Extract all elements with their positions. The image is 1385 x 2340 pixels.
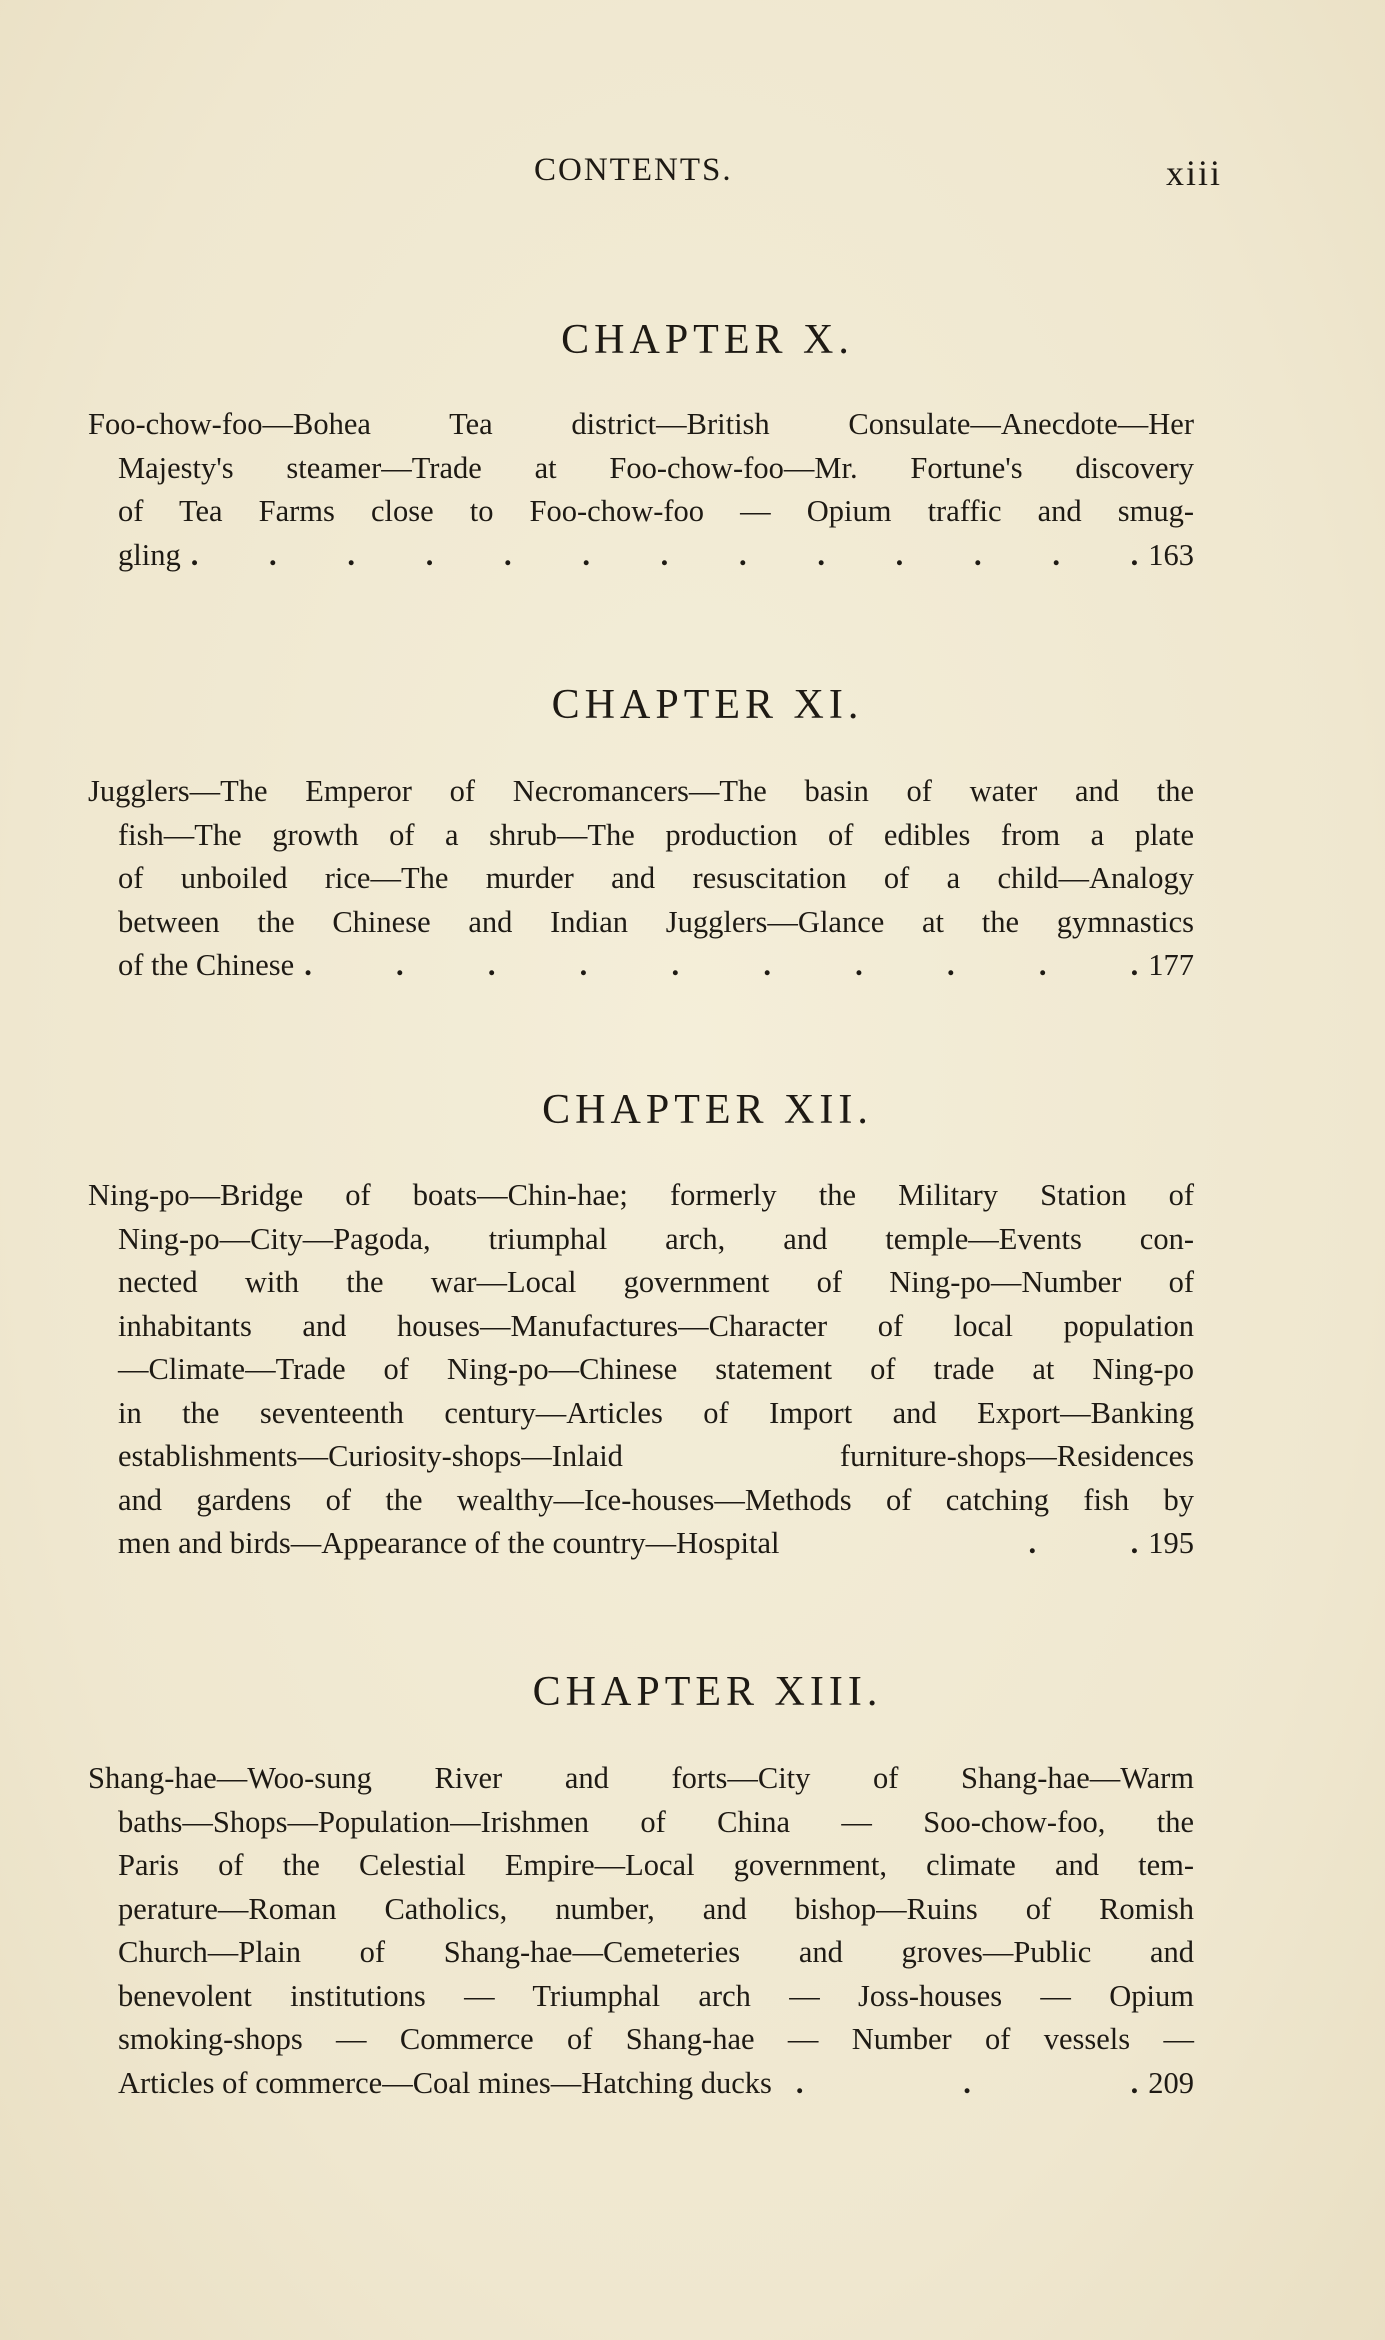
- summary-line: in the seventeenth century—Articles of Import and Export—Banking: [118, 1395, 1194, 1430]
- page-number: 209: [1148, 2065, 1194, 2100]
- running-head-page-number: xiii: [1166, 153, 1223, 193]
- summary-line: gling: [118, 537, 181, 572]
- summary-line: fish—The growth of a shrub—The production of edibles from a plate: [118, 817, 1194, 852]
- summary-line: Ning-po—City—Pagoda, triumphal arch, and temple—Events con-: [118, 1221, 1194, 1256]
- summary-line: baths—Shops—Population—Irishmen of China — Soo-chow-foo, the: [118, 1804, 1194, 1839]
- chapter-heading: CHAPTER XIII.: [532, 1669, 883, 1715]
- page-number: 163: [1148, 537, 1194, 572]
- summary-line: Majesty's steamer—Trade at Foo-chow-foo—Mr. Fortune's discovery: [118, 450, 1194, 485]
- summary-line: of the Chinese: [118, 948, 295, 982]
- dot-leader: . .: [1028, 1526, 1139, 1560]
- running-head-title: CONTENTS.: [534, 152, 733, 188]
- chapter-xiii-summary: [88, 1757, 1194, 2105]
- summary-line: Paris of the Celestial Empire—Local government, climate and tem-: [118, 1848, 1194, 1882]
- summary-line: perature—Roman Catholics, number, and bishop—Ruins of Romish: [118, 1891, 1194, 1926]
- summary-last-line: [88, 944, 1194, 988]
- summary-line: Jugglers—The Emperor of Necromancers—The basin of water and the: [88, 774, 1194, 808]
- chapter-x: [0, 310, 1385, 370]
- chapter-heading: CHAPTER X.: [561, 317, 854, 363]
- chapter-x-summary: [88, 403, 1194, 577]
- summary-line: Church—Plain of Shang-hae—Cemeteries and groves—Public and: [118, 1935, 1194, 1969]
- summary-line: nected with the war—Local government of Ning-po—Number of: [118, 1265, 1194, 1299]
- summary-line: —Climate—Trade of Ning-po—Chinese statement of trade at Ning-po: [118, 1352, 1194, 1386]
- page-number: 195: [1148, 1526, 1194, 1560]
- page-number: 177: [1148, 948, 1194, 982]
- summary-line: benevolent institutions — Triumphal arch — Joss-houses — Opium: [118, 1978, 1194, 2013]
- summary-line: Foo-chow-foo—Bohea Tea district—British Consulate—Anecdote—Her: [88, 407, 1194, 441]
- summary-line: Articles of commerce—Coal mines—Hatching ducks: [118, 2065, 772, 2100]
- summary-line: establishments—Curiosity-shops—Inlaid furniture-shops—Residences: [118, 1439, 1194, 1473]
- chapter-xii-summary: [88, 1174, 1194, 1566]
- chapter-heading: CHAPTER XII.: [542, 1087, 873, 1133]
- running-head: [0, 152, 1385, 200]
- summary-line: Shang-hae—Woo-sung River and forts—City of Shang-hae—Warm: [88, 1761, 1194, 1795]
- dot-leader: . . . . . . . . . . . . .: [190, 537, 1139, 572]
- chapter-xi-summary: [88, 770, 1194, 988]
- summary-line: of Tea Farms close to Foo-chow-foo — Opium traffic and smug-: [118, 494, 1194, 528]
- dot-leader: . . .: [795, 2065, 1139, 2100]
- summary-line: and gardens of the wealthy—Ice-houses—Methods of catching fish by: [118, 1482, 1194, 1517]
- chapter-xii: [0, 1080, 1385, 1140]
- summary-last-line: [88, 1522, 1194, 1566]
- summary-line: smoking-shops — Commerce of Shang-hae — Number of vessels —: [118, 2022, 1194, 2056]
- summary-line: men and birds—Appearance of the country—Hospital: [118, 1526, 780, 1560]
- dot-leader: . . . . . . . . . .: [304, 948, 1139, 982]
- summary-line: inhabitants and houses—Manufactures—Character of local population: [118, 1308, 1194, 1343]
- summary-line: between the Chinese and Indian Jugglers—Glance at the gymnastics: [118, 904, 1194, 939]
- summary-last-line: [88, 534, 1194, 578]
- summary-line: of unboiled rice—The murder and resuscitation of a child—Analogy: [118, 861, 1194, 895]
- chapter-heading: CHAPTER XI.: [551, 682, 864, 728]
- chapter-xiii: [0, 1662, 1385, 1722]
- chapter-xi: [0, 675, 1385, 735]
- summary-line: Ning-po—Bridge of boats—Chin-hae; formerly the Military Station of: [88, 1178, 1194, 1212]
- summary-last-line: [88, 2062, 1194, 2106]
